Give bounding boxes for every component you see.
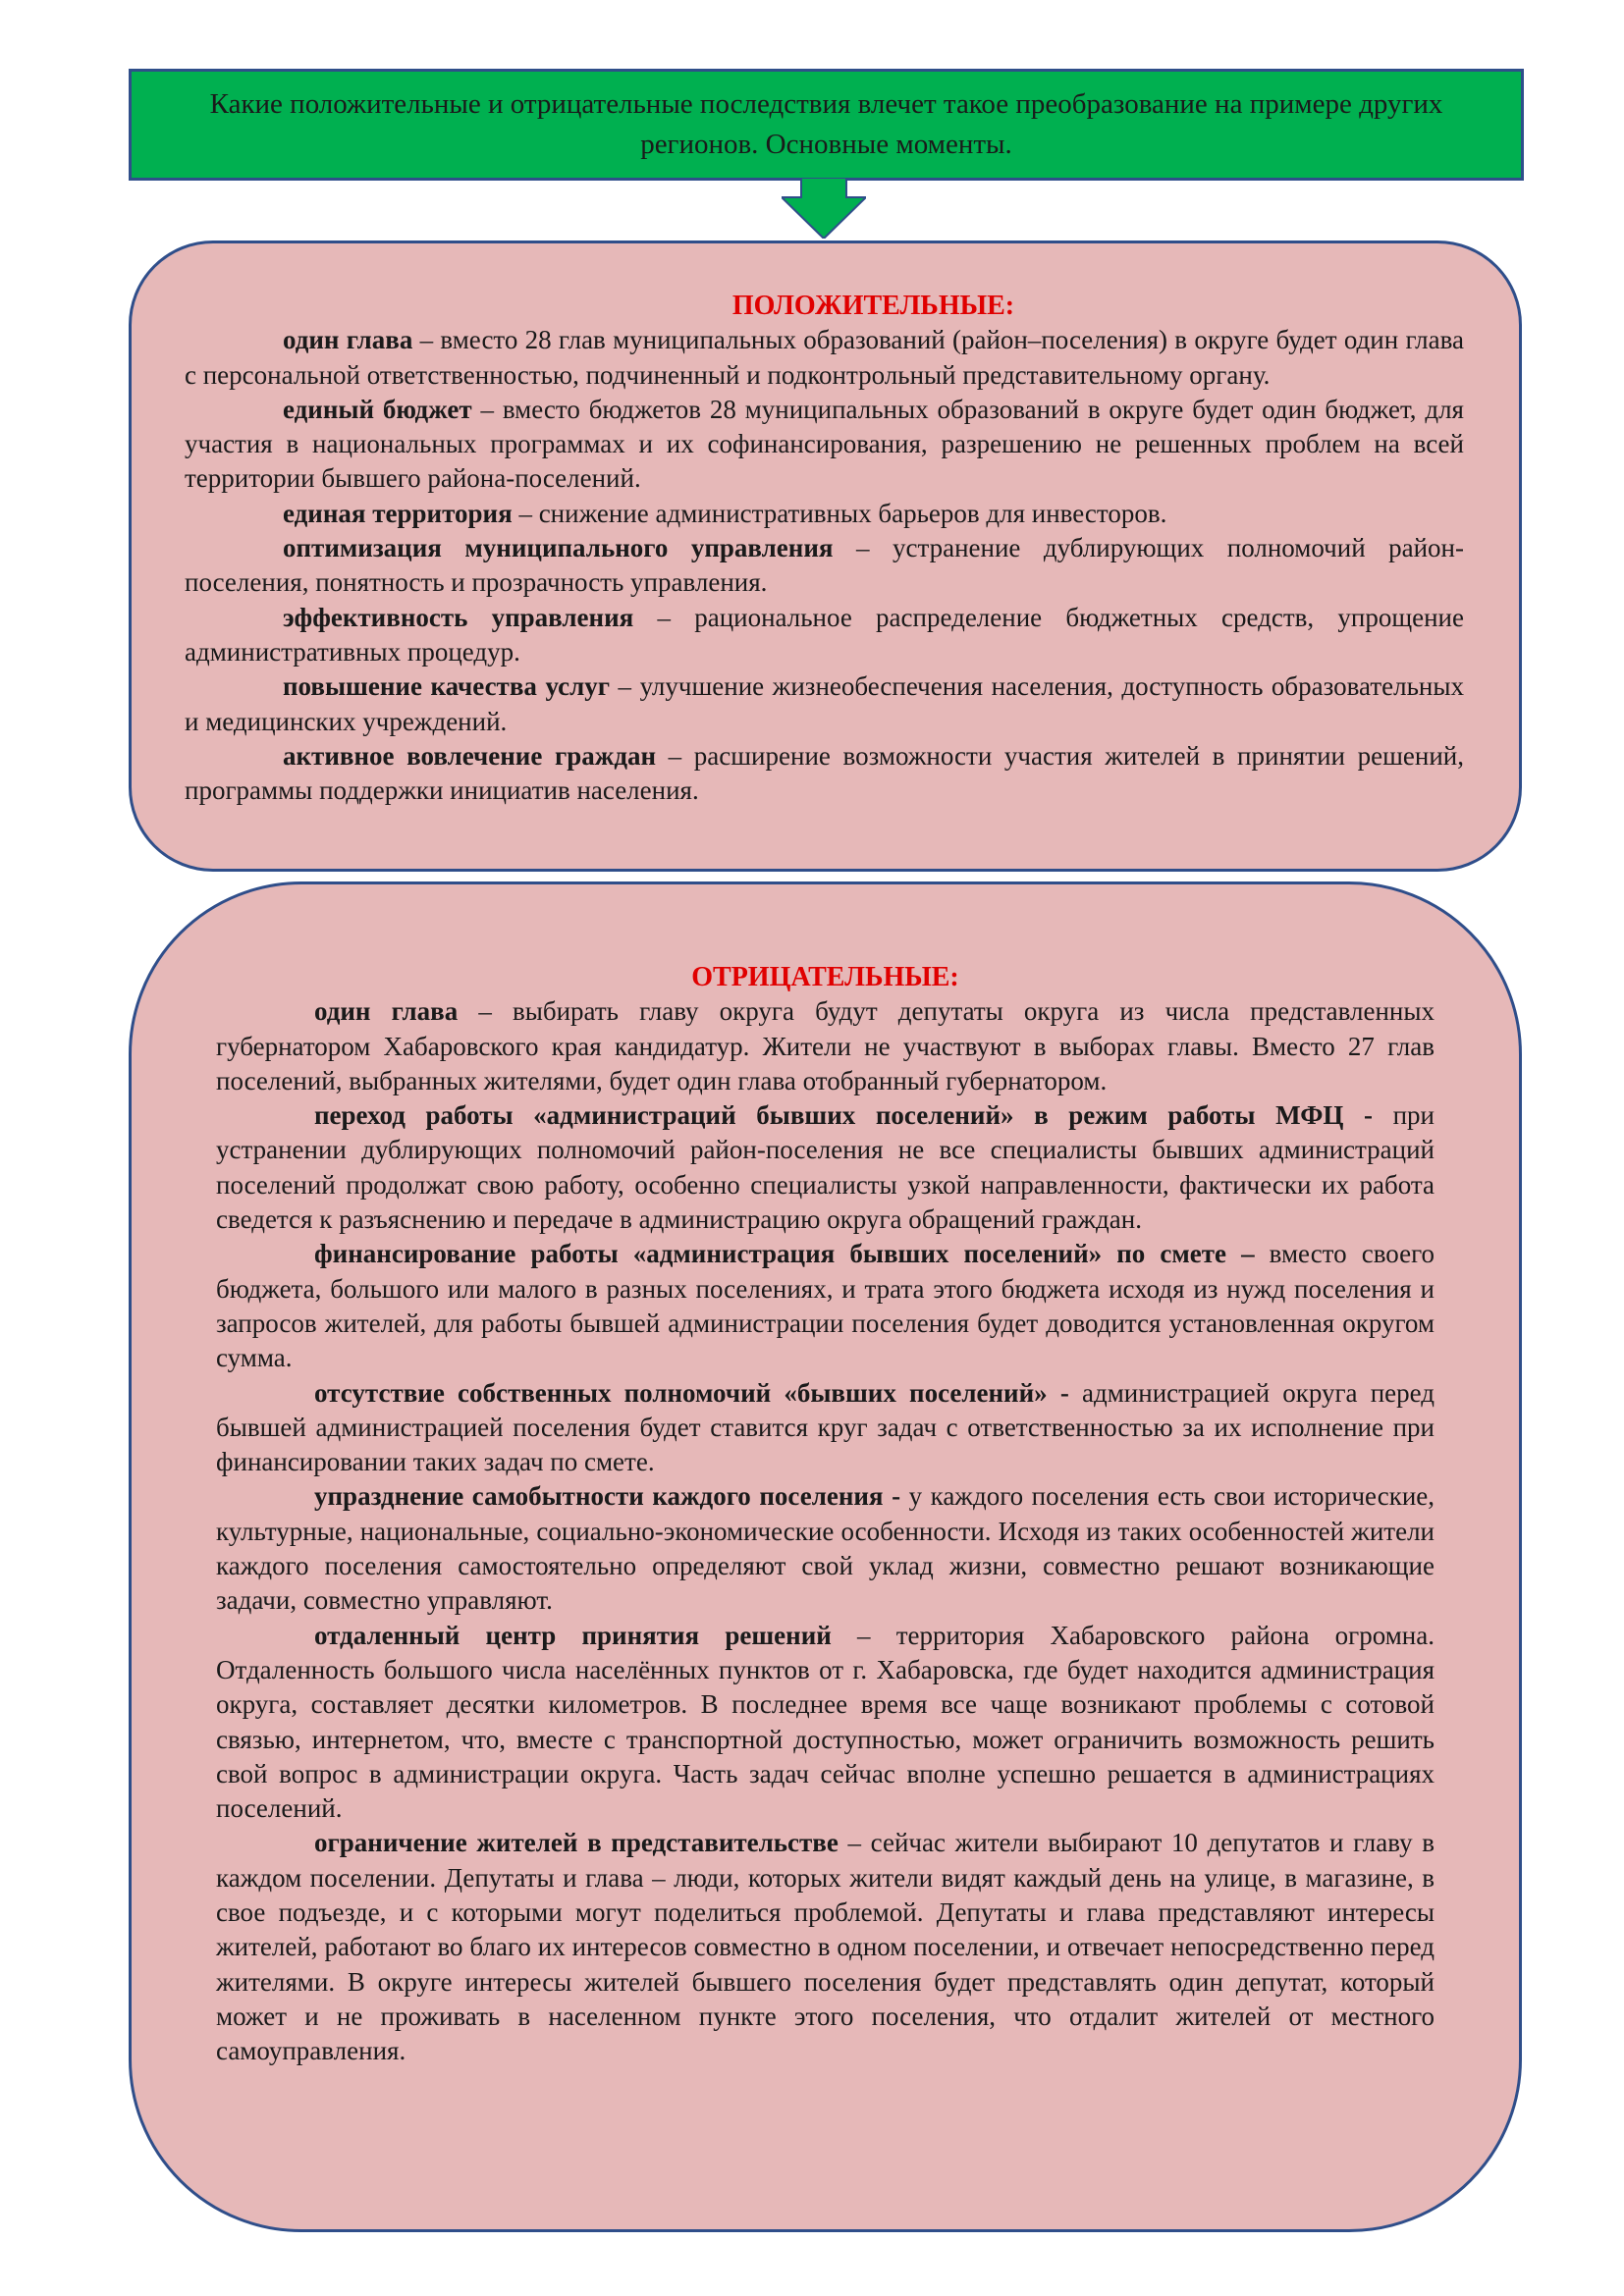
negative-panel: [129, 881, 1522, 2232]
item-text: – рациональное распределение бюджетных средств, упрощение административных процедур.: [185, 602, 1464, 667]
header-box: [129, 69, 1524, 181]
item-term: оптимизация муниципального управления: [283, 533, 834, 563]
item-term: один глава: [314, 996, 459, 1027]
list-item: [185, 739, 1464, 809]
item-text: вместо своего бюджета, большого или малого в разных поселениях, и трата этого бюджета исходя из нужд поселения и запросов жителей, для работы бывшей администрации поселения будет доводится установленная округом сумма.: [216, 1239, 1435, 1373]
item-text: – сейчас жители выбирают 10 депутатов и главу в каждом поселении. Депутаты и глава – люди, которых жители видят каждый день на улице, в магазине, в свое подъезде, и с которыми могут поделиться проблемой. Депутаты и глава представляют интересы жителей, работают во благо их интересов совместно в одном поселении, и отвечает непосредственно перед жителями. В округе интересы жителей бывшего поселения будет представлять один депутат, который может и не проживать в населенном пункте этого поселения, что отдалит жителей от местного самоуправления.: [216, 1828, 1435, 2066]
negative-title: ОТРИЦАТЕЛЬНЫЕ:: [691, 962, 959, 992]
item-term: переход работы «администраций бывших поселений» в режим работы МФЦ -: [314, 1100, 1374, 1131]
item-text: – вместо бюджетов 28 муниципальных образований в округе будет один бюджет, для участия в национальных программах и их софинансирования, разрешению не решенных проблем на всей территории бывшего района-поселений.: [185, 394, 1464, 494]
item-text: администрацией округа перед бывшей администрацией поселения будет ставится круг задач с ответственностью за их исполнение при финансировании таких задач по смете.: [216, 1377, 1435, 1477]
item-term: повышение качества услуг: [283, 671, 611, 702]
list-item: [185, 669, 1464, 739]
list-item: [216, 1479, 1435, 1618]
header-text: Какие положительные и отрицательные последствия влечет такое преобразование на примере других регионов. Основные моменты.: [209, 88, 1443, 160]
positive-panel: [129, 240, 1522, 872]
item-text: – вместо 28 глав муниципальных образований (район–поселения) в округе будет один глава с персональной ответственностью, подчиненный и подконтрольный представительному органу.: [185, 325, 1464, 390]
item-term: активное вовлечение граждан: [283, 740, 657, 771]
list-item: [216, 1619, 1435, 1827]
positive-title: ПОЛОЖИТЕЛЬНЫЕ:: [731, 291, 1015, 321]
negative-list: [216, 994, 1435, 2068]
item-term: отдаленный центр принятия решений: [314, 1620, 832, 1650]
item-text: – улучшение жизнеобеспечения населения, доступность образовательных и медицинских учреждений.: [185, 671, 1464, 736]
list-item: [216, 1098, 1435, 1237]
item-term: эффективность управления: [283, 602, 634, 632]
item-text: при устранении дублирующих полномочий район-поселения не все специалисты бывших администраций поселений продолжат свою работу, особенно специалисты узкой направленности, фактически их работа сведется к разъяснению и передаче в администрацию округа обращений граждан.: [216, 1100, 1435, 1235]
item-text: – выбирать главу округа будут депутаты округа из числа представленных губернатором Хабаровского края кандидатур. Жители не участвуют в выборах главы. Вместо 27 глав поселений, выбранных жителями, будет один глава отобранный губернатором.: [216, 996, 1435, 1095]
item-term: упразднение самобытности каждого поселения -: [314, 1481, 901, 1512]
item-text: – снижение административных барьеров для инвесторов.: [512, 498, 1167, 528]
item-text: – расширение возможности участия жителей в принятии решений, программы поддержки инициатив населения.: [185, 740, 1464, 806]
item-term: единый бюджет: [283, 394, 472, 424]
list-item: [216, 994, 1435, 1098]
list-item: [185, 531, 1464, 601]
item-text: – территория Хабаровского района огромна. Отдаленность большого числа населённых пунктов от г. Хабаровска, где будет находится администрация округа, составляет десятки километров. В последнее время все чаще возникают проблемы с сотовой связью, интернетом, что, вместе с транспортной доступностью, может ограничить возможность решить свой вопрос в администрации округа. Часть задач сейчас вполне успешно решается в администрациях поселений.: [216, 1620, 1435, 1824]
item-text: у каждого поселения есть свои исторические, культурные, национальные, социально-экономические особенности. Исходя из таких особенностей жители каждого поселения самостоятельно определяют свой уклад жизни, совместно решают возникающие задачи, совместно управляют.: [216, 1481, 1435, 1616]
item-term: единая территория: [283, 498, 513, 528]
list-item: [185, 601, 1464, 670]
item-term: ограничение жителей в представительстве: [314, 1828, 839, 1858]
list-item: [216, 1376, 1435, 1480]
list-item: [216, 1826, 1435, 2068]
list-item: [216, 1237, 1435, 1375]
list-item: [185, 497, 1464, 531]
item-term: отсутствие собственных полномочий «бывших поселений» -: [314, 1377, 1069, 1408]
down-arrow-icon: [782, 178, 866, 239]
item-text: – устранение дублирующих полномочий район-поселения, понятность и прозрачность управления.: [185, 533, 1464, 598]
list-item: [185, 323, 1464, 393]
positive-list: [185, 323, 1464, 808]
list-item: [185, 393, 1464, 497]
item-term: финансирование работы «администрация бывших поселений» по смете –: [314, 1239, 1255, 1269]
item-term: один глава: [283, 325, 413, 355]
